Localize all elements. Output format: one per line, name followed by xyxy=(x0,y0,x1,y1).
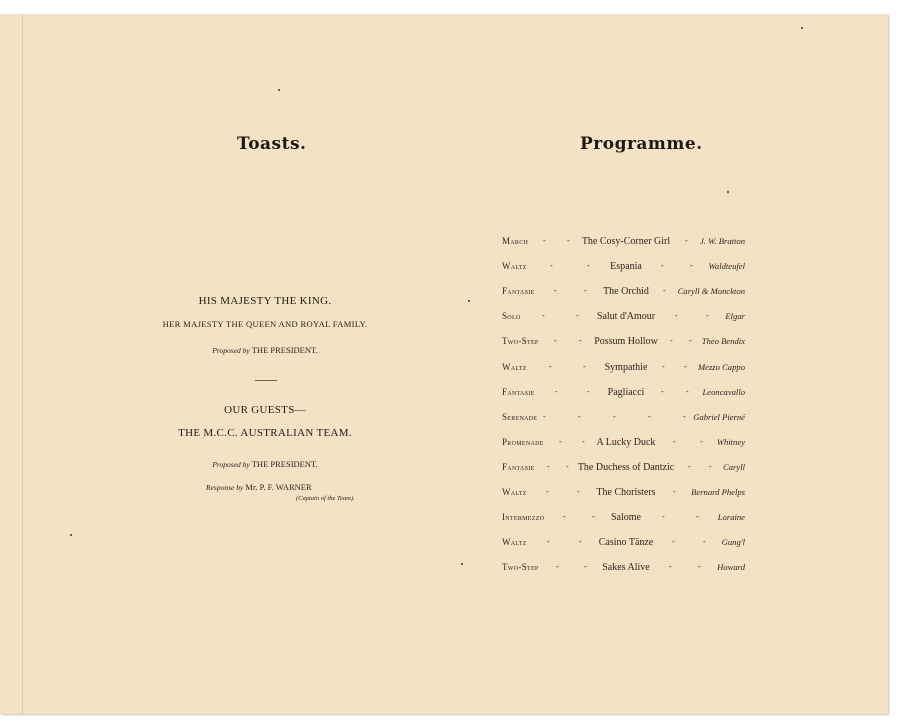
leader-dash: - xyxy=(582,436,585,446)
leader-dash: - xyxy=(690,261,693,271)
programme-composer: Theo Bendix xyxy=(701,336,745,347)
paper-speck xyxy=(278,89,280,91)
paper-speck xyxy=(727,191,729,193)
toast-queen: HER MAJESTY THE QUEEN AND ROYAL FAMILY. xyxy=(162,319,368,329)
paper-speck xyxy=(468,300,470,302)
programme-composer: Leoncavallo xyxy=(702,386,745,397)
programme-composer: Caryll & Monckton xyxy=(677,286,745,297)
leader-dash: - xyxy=(549,361,552,371)
leader-dash: - xyxy=(696,512,699,522)
leader-dash: - xyxy=(670,336,673,346)
toast-mcc-team: THE M.C.C. AUSTRALIAN TEAM. xyxy=(178,427,352,439)
toasts-heading: Toasts. xyxy=(237,134,307,154)
leader-dash: - xyxy=(663,286,666,296)
leader-dash: - xyxy=(546,487,549,496)
leader-dash: - xyxy=(703,537,706,547)
programme-composer: Mezzo Cappo xyxy=(697,361,745,372)
paper-speck xyxy=(801,27,803,29)
leader-dash: - xyxy=(566,461,569,471)
toast-divider xyxy=(255,380,277,381)
paper-speck xyxy=(70,534,72,536)
programme-composer: Waldteufel xyxy=(708,261,745,272)
programme-kind: Waltz xyxy=(502,487,527,497)
programme-kind: Two-Step xyxy=(502,336,539,347)
leader-dash: - xyxy=(684,361,687,371)
leader-dash: - xyxy=(700,436,703,446)
fold-crease xyxy=(22,14,23,714)
programme-title: Salut d'Amour xyxy=(596,311,656,323)
programme-composer: Howard xyxy=(717,562,745,573)
toast-second-proposer xyxy=(140,459,390,469)
leader-dash: - xyxy=(554,336,557,346)
leader-dash: - xyxy=(669,562,672,572)
leader-dash: - xyxy=(648,411,651,421)
response-prefix: Response by xyxy=(206,483,244,492)
leader-dash: - xyxy=(554,286,557,296)
programme-composer: Caryll xyxy=(723,461,745,472)
leader-dash: - xyxy=(583,361,586,371)
leader-dash: - xyxy=(662,512,665,522)
programme-kind: Waltz xyxy=(502,261,527,272)
proposed-prefix: Proposed by xyxy=(212,460,250,469)
programme-composer: Elgar xyxy=(725,311,745,322)
programme-card xyxy=(0,14,888,714)
leader-dash: - xyxy=(592,512,595,522)
leader-dash: - xyxy=(613,411,616,421)
leader-dash: - xyxy=(587,261,590,271)
leader-dash: - xyxy=(578,411,581,421)
programme-kind: Waltz xyxy=(502,361,527,372)
leader-dash: - xyxy=(584,562,587,572)
programme-kind: March xyxy=(502,236,529,246)
programme-composer: Loraine xyxy=(717,512,745,523)
leader-dash: - xyxy=(563,512,566,522)
programme-kind: Intermezzo xyxy=(502,512,545,523)
leader-dash: - xyxy=(543,411,546,421)
programme-kind: Two-Step xyxy=(502,562,539,573)
leader-dash: - xyxy=(675,311,678,321)
leader-dash: - xyxy=(709,461,712,471)
leader-dash: - xyxy=(706,311,709,321)
proposed-prefix: Proposed by xyxy=(212,346,250,355)
programme-kind: Serenade xyxy=(502,411,538,422)
programme-title: A Lucky Duck xyxy=(596,436,656,448)
leader-dash: - xyxy=(556,562,559,572)
programme-title: The Orchid xyxy=(603,286,649,298)
leader-dash: - xyxy=(673,436,676,446)
leader-dash: - xyxy=(567,236,570,245)
programme-title: Sakes Alive xyxy=(602,562,650,574)
leader-dash: - xyxy=(686,386,689,396)
programme-composer: Gabriel Pierné xyxy=(693,411,745,422)
leader-dash: - xyxy=(547,461,550,471)
leader-dash: - xyxy=(661,386,664,396)
leader-dash: - xyxy=(576,311,579,321)
programme-kind: Fantasie xyxy=(502,386,535,397)
toast-response xyxy=(206,482,312,492)
leader-dash: - xyxy=(673,487,676,496)
leader-dash: - xyxy=(584,286,587,296)
programme-title: Casino Tänze xyxy=(598,537,654,549)
proposer-name: THE PRESIDENT. xyxy=(251,459,318,469)
toast-first-proposer xyxy=(140,345,390,355)
programme-title: Salome xyxy=(611,512,641,524)
leader-dash: - xyxy=(698,562,701,572)
leader-dash: - xyxy=(550,261,553,271)
leader-dash: - xyxy=(685,236,688,245)
leader-dash: - xyxy=(662,361,665,371)
response-note: (Captain of the Team). xyxy=(296,495,355,502)
toast-king: HIS MAJESTY THE KING. xyxy=(198,295,332,307)
programme-kind: Solo xyxy=(502,311,521,322)
programme-kind: Waltz xyxy=(502,537,527,548)
programme-title: Espania xyxy=(610,261,642,273)
leader-dash: - xyxy=(672,537,675,547)
programme-kind: Promenade xyxy=(502,436,544,447)
response-name: Mr. P. F. WARNER xyxy=(245,482,312,492)
leader-dash: - xyxy=(559,436,562,446)
programme-composer: Bernard Phelps xyxy=(691,487,745,497)
proposer-name: THE PRESIDENT. xyxy=(251,345,318,355)
programme-title: The Cosy-Corner Girl xyxy=(581,236,671,247)
programme-composer: Whitney xyxy=(716,436,745,447)
leader-dash: - xyxy=(683,411,686,421)
programme-composer: J. W. Bratton xyxy=(699,236,745,246)
programme-title: Sympathie xyxy=(604,361,648,373)
programme-title: The Choristers xyxy=(596,487,656,498)
leader-dash: - xyxy=(543,236,546,245)
leader-dash: - xyxy=(661,261,664,271)
leader-dash: - xyxy=(688,461,691,471)
leader-dash: - xyxy=(579,537,582,547)
programme-composer: Gung'l xyxy=(721,537,745,548)
toast-guests: OUR GUESTS— xyxy=(224,404,306,416)
leader-dash: - xyxy=(547,537,550,547)
leader-dash: - xyxy=(579,336,582,346)
programme-title: Possum Hollow xyxy=(594,336,658,348)
leader-dash: - xyxy=(587,386,590,396)
leader-dash: - xyxy=(555,386,558,396)
leader-dash: - xyxy=(689,336,692,346)
programme-heading: Programme. xyxy=(580,134,703,154)
programme-title: The Duchess of Dantzic xyxy=(577,461,675,473)
programme-kind: Fantasie xyxy=(502,461,535,472)
leader-dash: - xyxy=(577,487,580,496)
paper-speck xyxy=(461,563,463,565)
programme-kind: Fantasie xyxy=(502,286,535,297)
programme-title: Pagliacci xyxy=(607,386,645,398)
leader-dash: - xyxy=(542,311,545,321)
